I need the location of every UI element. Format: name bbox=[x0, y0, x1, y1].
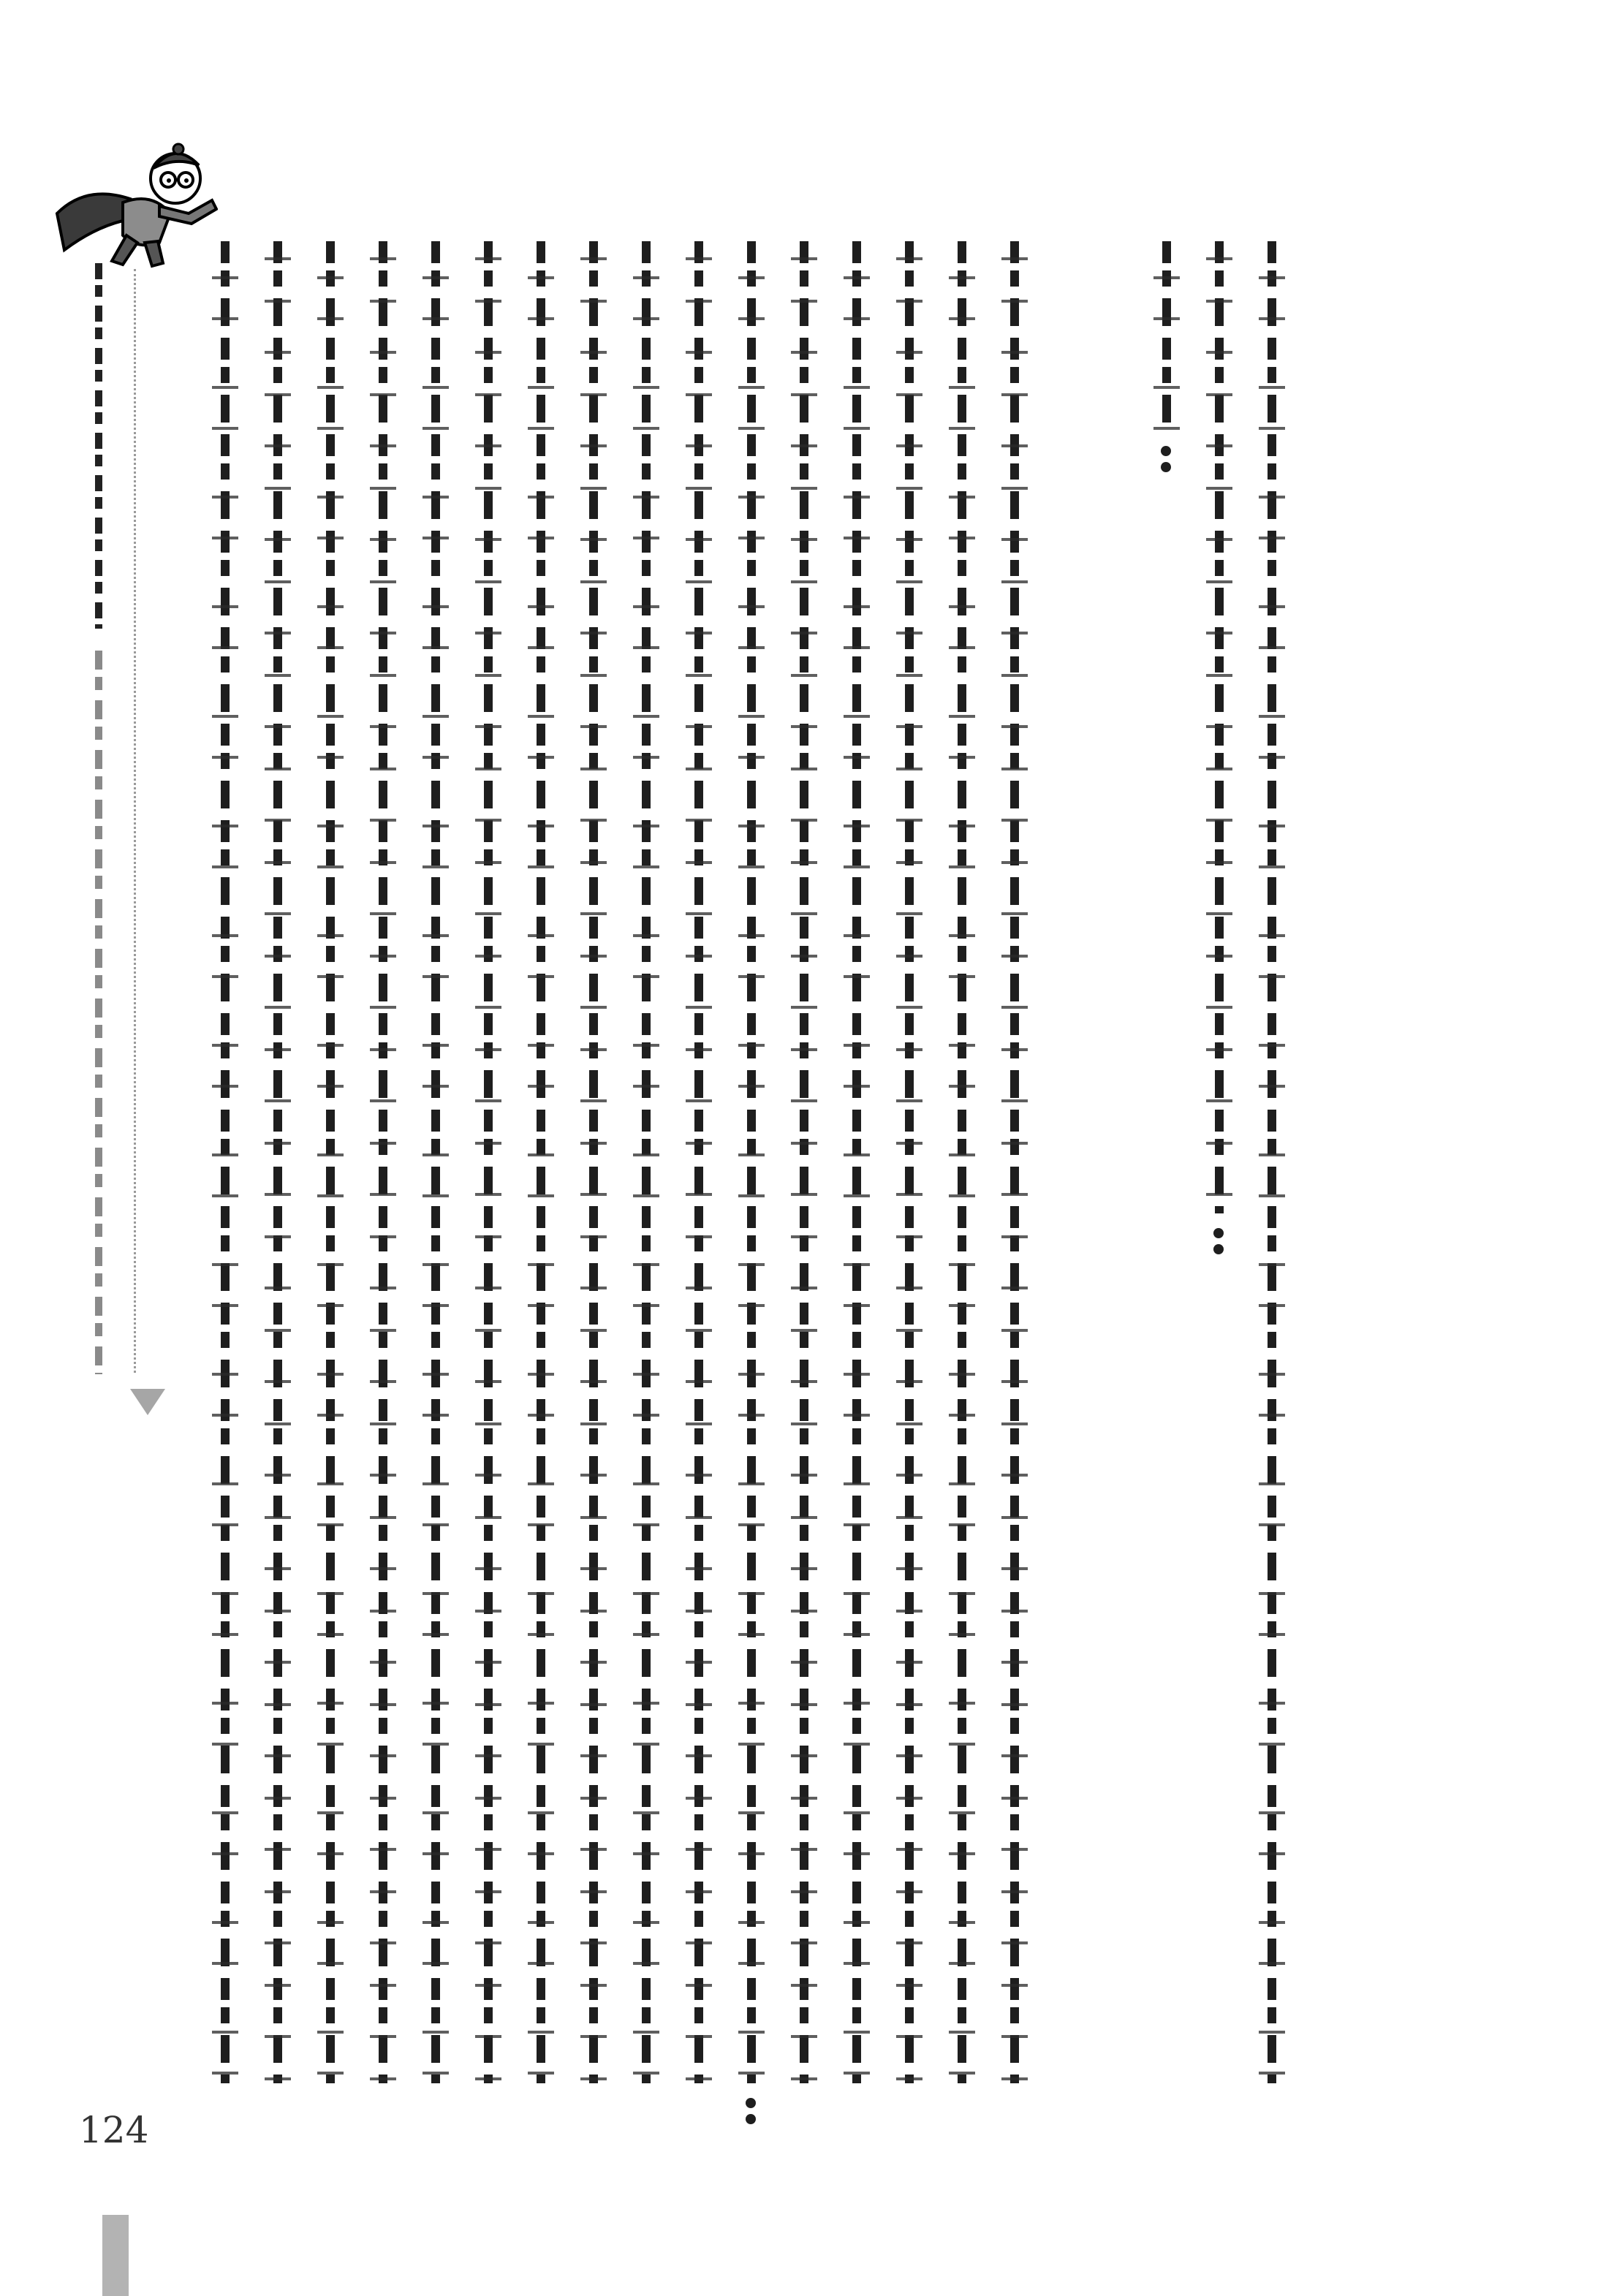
running-head bbox=[86, 263, 111, 1374]
paragraph-end-mark bbox=[746, 2114, 756, 2124]
text-column bbox=[632, 241, 661, 2083]
text-column bbox=[368, 241, 398, 2083]
text-column bbox=[737, 241, 766, 2083]
text-column bbox=[1000, 241, 1029, 2083]
text-column bbox=[421, 241, 450, 2083]
text-column bbox=[526, 241, 556, 2083]
text-column bbox=[579, 241, 608, 2083]
text-column bbox=[1152, 241, 1181, 431]
paragraph-end-mark bbox=[1161, 462, 1171, 472]
text-column bbox=[895, 241, 924, 2083]
text-column bbox=[211, 241, 240, 2083]
flying-boy-illustration bbox=[42, 133, 218, 272]
paragraph-end-mark bbox=[746, 2098, 756, 2108]
thumb-index-bar bbox=[102, 2215, 129, 2296]
text-column bbox=[947, 241, 977, 2083]
text-column bbox=[474, 241, 503, 2083]
text-column bbox=[316, 241, 345, 2083]
text-column bbox=[842, 241, 871, 2083]
margin-dotted-rule bbox=[134, 269, 136, 1373]
running-head-bold bbox=[86, 263, 111, 629]
paragraph-end-mark bbox=[1213, 1228, 1224, 1238]
text-column bbox=[263, 241, 292, 2083]
text-column bbox=[1205, 241, 1234, 1213]
page-number: 124 bbox=[79, 2109, 149, 2151]
triangle-marker-icon bbox=[130, 1389, 165, 1415]
text-column bbox=[684, 241, 713, 2083]
paragraph-end-mark bbox=[1161, 446, 1171, 456]
running-head-light bbox=[86, 651, 111, 1374]
text-column bbox=[789, 241, 819, 2083]
text-column bbox=[1257, 241, 1287, 2083]
paragraph-end-mark bbox=[1213, 1244, 1224, 1254]
